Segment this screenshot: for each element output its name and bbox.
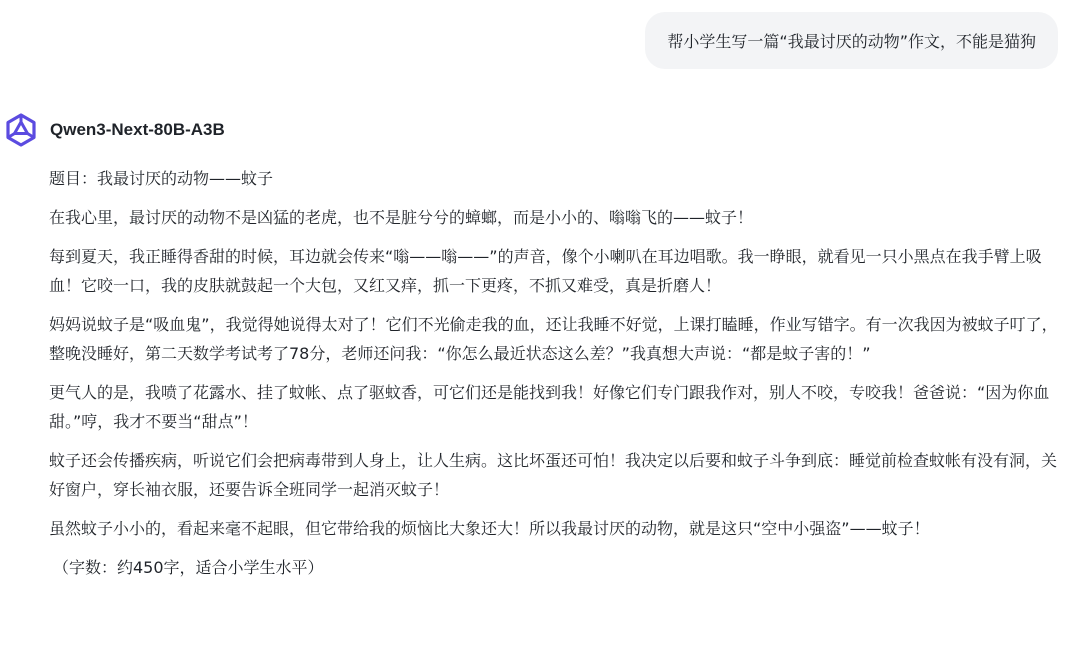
essay-paragraph: 虽然蚊子小小的，看起来毫不起眼，但它带给我的烦恼比大象还大！所以我最讨厌的动物，就是这只“空中小强盗”——蚊子！ [49,519,930,538]
user-message-text: 帮小学生写一篇“我最讨厌的动物”作文，不能是猫狗 [667,32,1036,51]
essay-paragraph: 每到夏天，我正睡得香甜的时候，耳边就会传来“嗡——嗡——”的声音，像个小喇叭在耳边唱歌。我一睁眼，就看见一只小黑点在我手臂上吸血！它咬一口，我的皮肤就鼓起一个大包，又红又痒，抓一下更疼，不抓又难受，真是折磨人！ [49,247,1042,295]
model-name: Qwen3-Next-80B-A3B [50,120,225,139]
user-message-bubble [645,12,1058,69]
qwen-logo-icon [4,113,38,147]
assistant-header [4,112,225,148]
essay-paragraph: 妈妈说蚊子是“吸血鬼”，我觉得她说得太对了！它们不光偷走我的血，还让我睡不好觉，上课打瞌睡，作业写错字。有一次我因为被蚊子叮了，整晚没睡好，第二天数学考试考了78分，老师还问我：“你怎么最近状态这么差？”我真想大声说：“都是蚊子害的！” [49,315,1058,363]
essay-paragraph: 在我心里，最讨厌的动物不是凶猛的老虎，也不是脏兮兮的蟑螂，而是小小的、嗡嗡飞的——蚊子！ [49,208,754,227]
essay-paragraph: 更气人的是，我喷了花露水、挂了蚊帐、点了驱蚊香，可它们还是能找到我！好像它们专门跟我作对，别人不咬，专咬我！爸爸说：“因为你血甜。”哼，我才不要当“甜点”！ [49,383,1050,431]
word-count-note: （字数：约450字，适合小学生水平） [53,558,324,577]
essay-title: 题目：我最讨厌的动物——蚊子 [49,169,274,188]
assistant-response [49,164,1061,592]
essay-paragraph: 蚊子还会传播疾病，听说它们会把病毒带到人身上，让人生病。这比坏蛋还可怕！我决定以后要和蚊子斗争到底：睡觉前检查蚊帐有没有洞，关好窗户，穿长袖衣服，还要告诉全班同学一起消灭蚊子！ [49,451,1058,499]
